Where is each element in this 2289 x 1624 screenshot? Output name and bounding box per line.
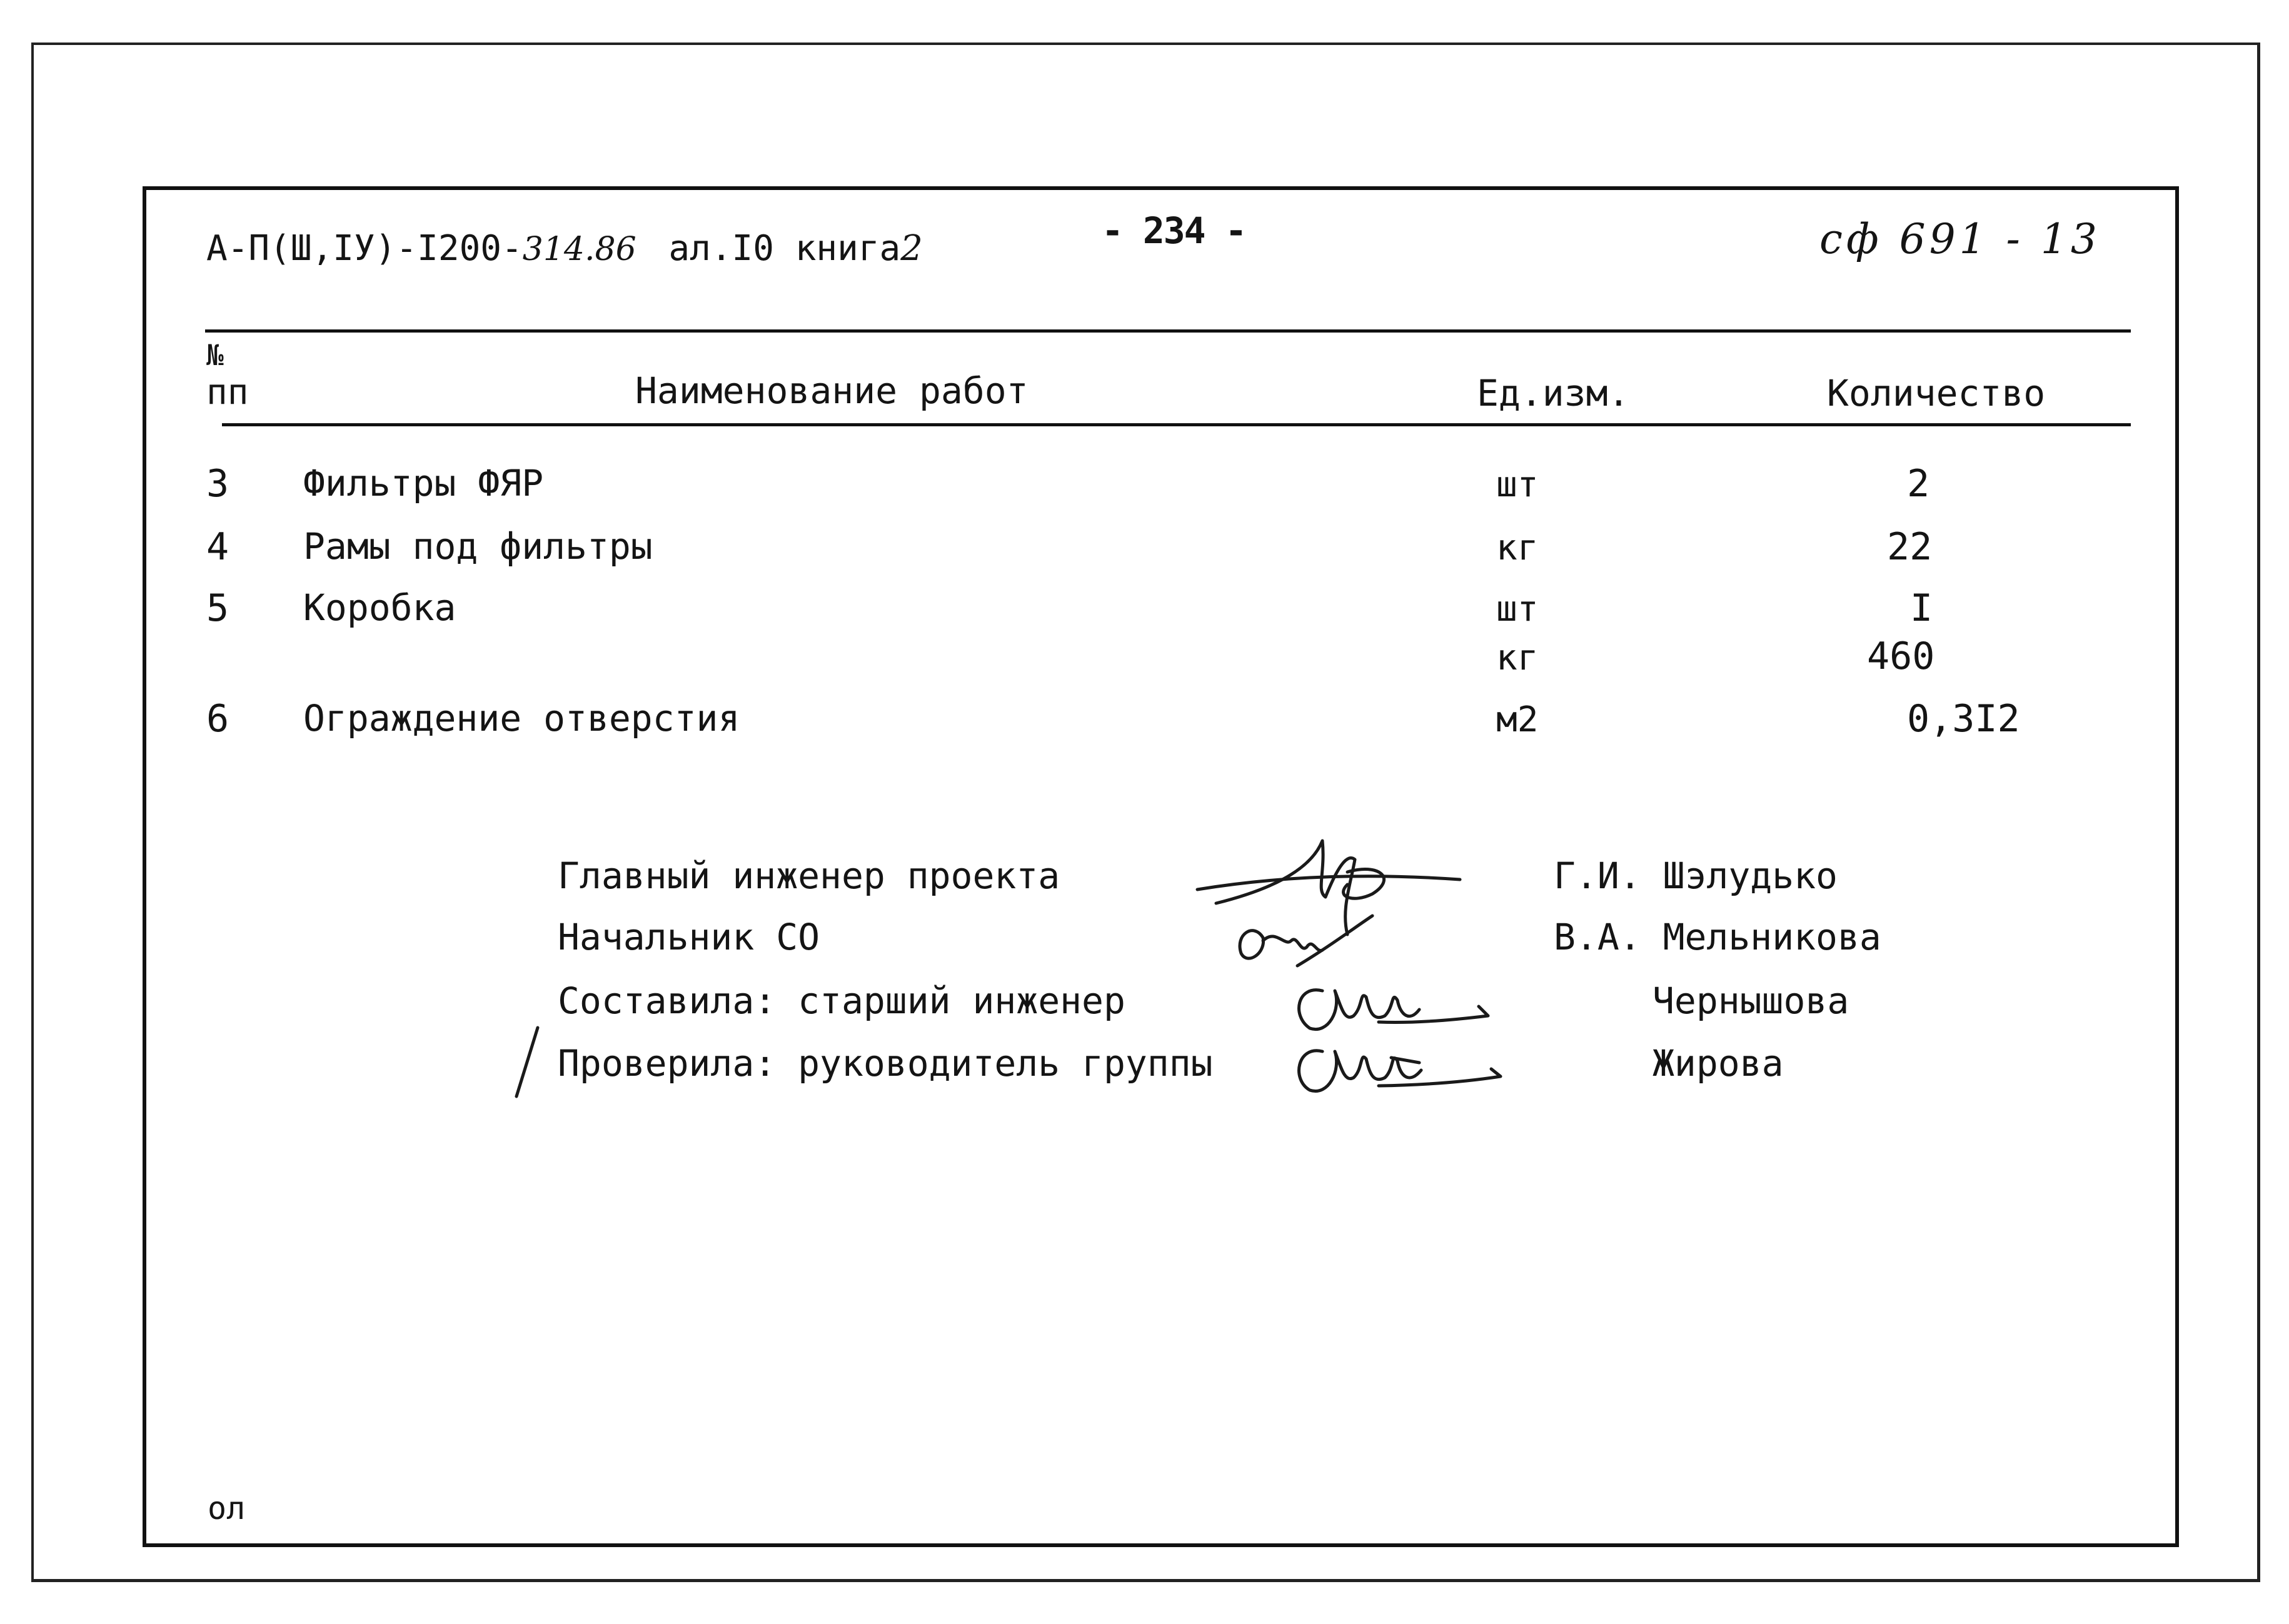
row-qty: 0,3I2 xyxy=(1907,697,2020,741)
row-num: 6 xyxy=(206,697,229,741)
row-unit: кг xyxy=(1496,528,1539,568)
row-unit: кг xyxy=(1496,638,1539,678)
row-qty: I xyxy=(1910,586,1933,630)
signature-name: В.А. Мельникова xyxy=(1554,916,1881,958)
row-num: 3 xyxy=(206,462,229,506)
header-num-symbol: № xyxy=(206,338,224,372)
row-num: 5 xyxy=(206,586,229,630)
book-number: 2 xyxy=(900,228,923,269)
archive-stamp: сф 691 - 13 xyxy=(1819,215,2101,263)
signature-role: Составила: старший инженер xyxy=(558,980,1125,1022)
footer-mark: ол xyxy=(208,1490,246,1526)
handwritten-signature xyxy=(1229,903,1391,978)
header-name: Наименование работ xyxy=(635,369,1029,412)
code-prefix: А-П(Ш,IУ)-I200- xyxy=(206,228,523,269)
row-unit: м2 xyxy=(1496,699,1539,740)
signature-role: Проверила: руководитель группы xyxy=(558,1042,1213,1085)
document-code xyxy=(206,228,923,269)
header-unit: Ед.изм. xyxy=(1477,372,1630,414)
check-slash-mark xyxy=(513,1025,550,1100)
row-name: Рамы под фильтры xyxy=(303,525,653,568)
row-qty: 2 xyxy=(1907,462,1930,506)
signature-name: Г.И. Шэлудько xyxy=(1554,855,1838,897)
table-top-rule xyxy=(205,329,2131,333)
code-suffix: ал.I0 книга xyxy=(668,228,901,269)
row-qty: 22 xyxy=(1887,525,1933,569)
signature-name: Жирова xyxy=(1653,1042,1784,1085)
row-name: Коробка xyxy=(303,586,456,629)
handwritten-signature xyxy=(1285,972,1497,1041)
row-qty: 460 xyxy=(1867,634,1935,678)
signature-role: Главный инженер проекта xyxy=(558,855,1060,897)
page-number: - 234 - xyxy=(1102,209,1246,252)
signature-name: Чернышова xyxy=(1653,980,1849,1022)
row-unit: шт xyxy=(1496,589,1539,629)
header-qty: Количество xyxy=(1827,372,2046,414)
header-num: пп xyxy=(206,372,249,413)
row-unit: шт xyxy=(1496,464,1539,505)
handwritten-signature xyxy=(1285,1033,1510,1101)
row-num: 4 xyxy=(206,525,229,569)
code-handwritten: 314.86 xyxy=(522,231,636,268)
signature-role: Начальник СО xyxy=(558,916,820,958)
row-name: Ограждение отверстия xyxy=(303,697,740,739)
row-name: Фильтры ФЯР xyxy=(303,462,544,504)
table-header-rule xyxy=(222,423,2131,426)
